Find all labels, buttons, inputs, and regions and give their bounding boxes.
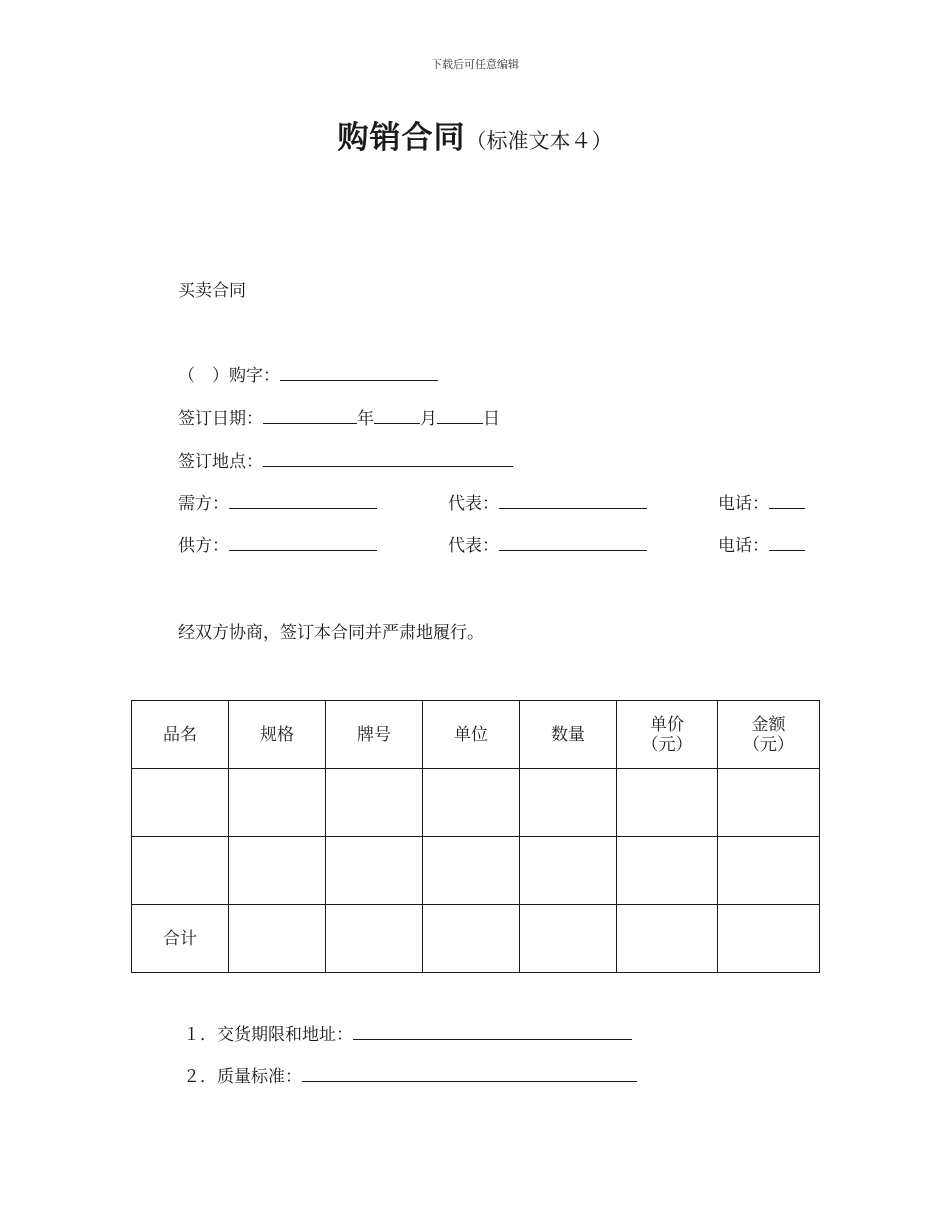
supplier-field [178, 536, 377, 556]
sign-month-blank[interactable] [374, 406, 420, 424]
header-brand: 牌号 [326, 701, 423, 769]
buyer-rep-label: 代表： [448, 494, 499, 514]
table-cell[interactable] [229, 905, 326, 973]
sign-place-label: 签订地点： [178, 452, 263, 472]
total-label: 合计 [132, 905, 229, 973]
table-cell[interactable] [617, 837, 718, 905]
buyer-label: 需方： [178, 494, 229, 514]
amount-currency: （元） [743, 734, 794, 755]
sign-date-row [178, 404, 500, 429]
buyer-rep-field [448, 489, 647, 514]
purchase-no-blank[interactable] [280, 363, 438, 381]
table-row [132, 769, 820, 837]
table-cell[interactable] [520, 769, 617, 837]
clause-quality-label: ２．质量标准： [183, 1067, 302, 1087]
clause-delivery [183, 1020, 632, 1045]
doc-type: 买卖合同 [178, 281, 246, 301]
table-cell[interactable] [617, 769, 718, 837]
clause-quality-blank[interactable] [302, 1064, 637, 1082]
supplier-rep-label: 代表： [448, 536, 499, 556]
header-amount [718, 701, 820, 769]
table-cell[interactable] [718, 905, 820, 973]
unit-price-currency: （元） [641, 734, 693, 755]
table-header-row [132, 701, 820, 769]
goods-table [131, 700, 820, 973]
sign-place-row [178, 447, 513, 472]
clause-delivery-label: １．交货期限和地址： [183, 1025, 353, 1045]
table-cell[interactable] [132, 769, 229, 837]
buyer-rep-blank[interactable] [499, 491, 647, 509]
table-cell[interactable] [229, 837, 326, 905]
title-sub: （标准文本４） [465, 129, 613, 153]
table-cell[interactable] [520, 837, 617, 905]
amount-label: 金额 [751, 714, 786, 735]
table-cell[interactable] [718, 837, 820, 905]
table-cell[interactable] [520, 905, 617, 973]
supplier-phone-blank[interactable] [769, 533, 805, 551]
year-label: 年 [357, 409, 374, 429]
supplier-blank[interactable] [229, 533, 377, 551]
header-spec: 规格 [229, 701, 326, 769]
buyer-phone-field [718, 489, 805, 514]
supplier-row [178, 531, 818, 556]
table-cell[interactable] [423, 837, 520, 905]
unit-price-label: 单价 [650, 714, 684, 735]
title-main: 购销合同 [337, 120, 466, 156]
header-unit-price [617, 701, 718, 769]
buyer-phone-blank[interactable] [769, 491, 805, 509]
supplier-phone-label: 电话： [718, 536, 769, 556]
clause-quality [183, 1062, 637, 1087]
header-note: 下载后可任意编辑 [431, 58, 519, 71]
header-product-name: 品名 [132, 701, 229, 769]
table-cell[interactable] [617, 905, 718, 973]
agreement-text: 经双方协商，签订本合同并严肃地履行。 [178, 623, 484, 643]
table-cell[interactable] [229, 769, 326, 837]
buyer-field [178, 494, 377, 514]
table-cell[interactable] [423, 769, 520, 837]
document-title [0, 112, 950, 157]
header-unit: 单位 [423, 701, 520, 769]
buyer-blank[interactable] [229, 491, 377, 509]
sign-place-blank[interactable] [263, 449, 513, 467]
header-quantity: 数量 [520, 701, 617, 769]
purchase-no-label: （ ）购字： [178, 366, 280, 386]
supplier-phone-field [718, 531, 805, 556]
month-label: 月 [420, 409, 437, 429]
table-cell[interactable] [326, 905, 423, 973]
table-row [132, 837, 820, 905]
table-cell[interactable] [718, 769, 820, 837]
buyer-phone-label: 电话： [718, 494, 769, 514]
buyer-row [178, 489, 818, 514]
day-label: 日 [483, 409, 500, 429]
table-total-row [132, 905, 820, 973]
supplier-rep-blank[interactable] [499, 533, 647, 551]
table-cell[interactable] [423, 905, 520, 973]
table-cell[interactable] [132, 837, 229, 905]
table-cell[interactable] [326, 769, 423, 837]
sign-day-blank[interactable] [437, 406, 483, 424]
clause-delivery-blank[interactable] [353, 1022, 632, 1040]
sign-date-label: 签订日期： [178, 409, 263, 429]
supplier-rep-field [448, 531, 647, 556]
purchase-no-row [178, 361, 438, 386]
table-cell[interactable] [326, 837, 423, 905]
sign-year-blank[interactable] [263, 406, 357, 424]
supplier-label: 供方： [178, 536, 229, 556]
